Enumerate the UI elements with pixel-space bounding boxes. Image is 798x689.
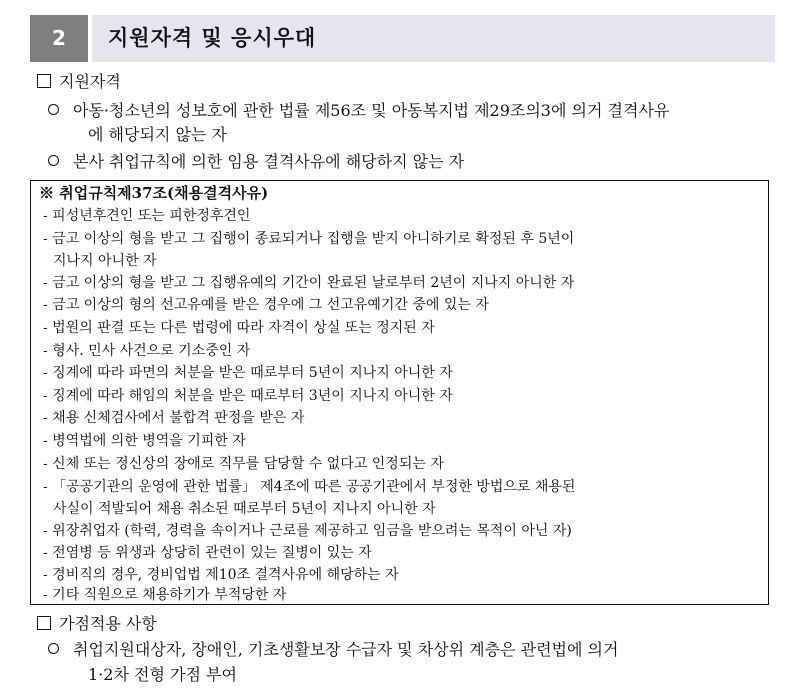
rule-item-continuation: 지나지 아니한 자 bbox=[53, 253, 157, 269]
square-bullet-icon bbox=[37, 74, 51, 88]
eligibility-heading-text: 지원자격 bbox=[59, 72, 121, 91]
rule-item: - 병역법에 의한 병역을 기피한 자 bbox=[43, 433, 246, 449]
circle-bullet-icon bbox=[48, 643, 59, 654]
rule-item: - 형사. 민사 사건으로 기소중인 자 bbox=[43, 343, 251, 359]
rule-item: - 전염병 등 위생과 상당히 관련이 있는 질병이 있는 자 bbox=[43, 545, 372, 561]
section-header bbox=[30, 15, 775, 62]
square-bullet-icon bbox=[37, 616, 51, 630]
eligibility-item-continuation: 에 해당되지 않는 자 bbox=[88, 125, 227, 144]
rule-item: - 금고 이상의 형을 받고 그 집행이 종료되거나 집행을 받지 아니하기로 확정된 후 5년이 bbox=[43, 231, 575, 247]
bonus-item-text: 취업지원대상자, 장애인, 기초생활보장 수급자 및 차상위 계층은 관련법에 의거 bbox=[73, 640, 619, 659]
rule-item: - 금고 이상의 형의 선고유예를 받은 경우에 그 선고유예기간 중에 있는 자 bbox=[43, 297, 489, 313]
circle-bullet-icon bbox=[48, 104, 59, 115]
eligibility-item-text: 아동·청소년의 성보호에 관한 법률 제56조 및 아동복지법 제29조의3에 의거 결격사유 bbox=[73, 101, 670, 120]
rule-item: - 「공공기관의 운영에 관한 법률」 제4조에 따른 공공기관에서 부정한 방법으로 채용된 bbox=[43, 479, 576, 495]
eligibility-heading bbox=[37, 71, 121, 93]
section-title: 지원자격 및 응시우대 bbox=[108, 26, 317, 50]
eligibility-item bbox=[48, 99, 669, 122]
bonus-item-continuation: 1·2차 전형 가점 부여 bbox=[88, 665, 237, 684]
rule-item-continuation: 사실이 적발되어 채용 취소된 때로부터 5년이 지나지 아니한 자 bbox=[53, 501, 436, 517]
rule-item: - 징계에 따라 파면의 처분을 받은 때로부터 5년이 지나지 아니한 자 bbox=[43, 365, 453, 381]
rule-item: - 법원의 판결 또는 다른 법령에 따라 자격이 상실 또는 정지된 자 bbox=[43, 320, 435, 336]
rule-item: - 기타 직원으로 채용하기가 부적당한 자 bbox=[43, 587, 287, 603]
disqualification-rules-box bbox=[30, 180, 769, 605]
rule-item: - 경비직의 경우, 경비업법 제10조 결격사유에 해당하는 자 bbox=[43, 567, 399, 583]
bonus-heading bbox=[37, 613, 157, 635]
bonus-item bbox=[48, 638, 618, 661]
rule-item: - 금고 이상의 형을 받고 그 집행유예의 기간이 완료된 날로부터 2년이 지나지 아니한 자 bbox=[43, 275, 575, 291]
section-number: 2 bbox=[30, 15, 88, 62]
rule-item: - 피성년후견인 또는 피한정후견인 bbox=[43, 208, 251, 224]
bonus-heading-text: 가점적용 사항 bbox=[59, 614, 157, 633]
circle-bullet-icon bbox=[48, 155, 59, 166]
rules-title: ※ 취업규칙제37조(채용결격사유) bbox=[39, 184, 269, 202]
rule-item: - 위장취업자 (학력, 경력을 속이거나 근로를 제공하고 임금을 받으려는 목적이 아닌 자) bbox=[43, 523, 572, 539]
rule-item: - 신체 또는 정신상의 장애로 직무를 담당할 수 없다고 인정되는 자 bbox=[43, 456, 444, 472]
eligibility-item bbox=[48, 150, 464, 173]
rule-item: - 채용 신체검사에서 불합격 판정을 받은 자 bbox=[43, 410, 305, 426]
rule-item: - 징계에 따라 해임의 처분을 받은 때로부터 3년이 지나지 아니한 자 bbox=[43, 388, 453, 404]
section-title-bar bbox=[92, 15, 775, 62]
eligibility-item-text: 본사 취업규칙에 의한 임용 결격사유에 해당하지 않는 자 bbox=[73, 152, 465, 171]
